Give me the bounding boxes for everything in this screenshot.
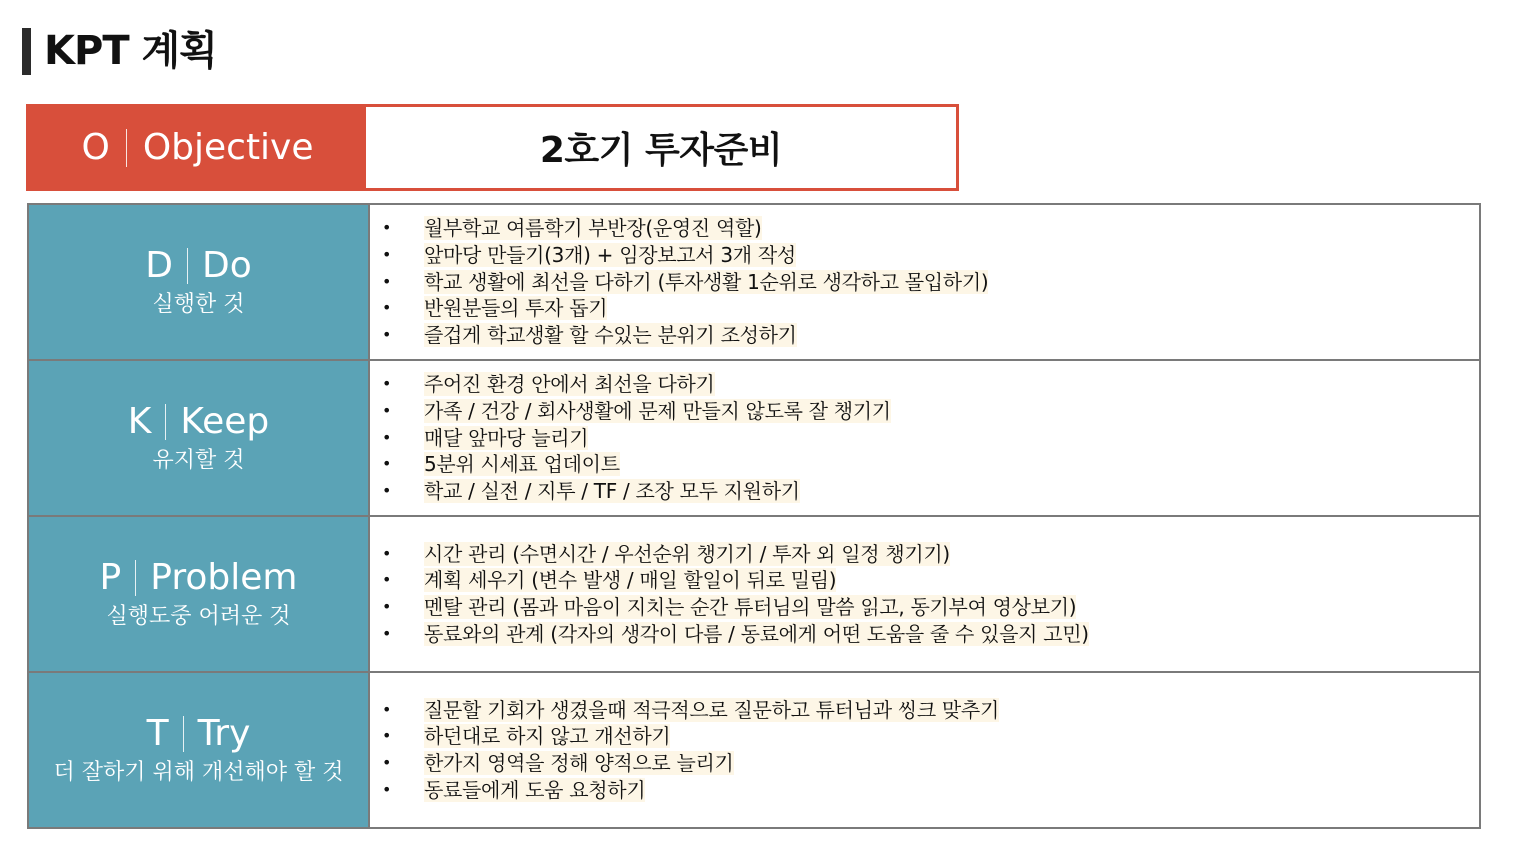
divider — [165, 404, 166, 440]
row-do — [29, 205, 1479, 361]
list-item: • 5분위 시세표 업데이트 — [382, 451, 891, 478]
title-accent-bar — [22, 28, 31, 75]
list-item: • 주어진 환경 안에서 최선을 다하기 — [382, 371, 891, 398]
objective-label — [29, 107, 366, 188]
row-subtitle: 실행도중 어려운 것 — [106, 604, 291, 629]
row-subtitle: 유지할 것 — [152, 448, 245, 473]
bullet-list — [370, 215, 988, 349]
kpt-table — [27, 203, 1481, 829]
row-label-try — [29, 673, 370, 827]
list-item: • 학교 / 실전 / 지투 / TF / 조장 모두 지원하기 — [382, 478, 891, 505]
row-letter: D — [145, 245, 173, 286]
list-item: • 즐겁게 학교생활 할 수있는 분위기 조성하기 — [382, 322, 988, 349]
divider — [187, 248, 188, 284]
row-heading — [100, 556, 298, 600]
row-subtitle: 실행한 것 — [152, 292, 245, 317]
row-name: Keep — [180, 401, 270, 442]
divider — [126, 129, 127, 167]
list-item: • 학교 생활에 최선을 다하기 (투자생활 1순위로 생각하고 몰입하기) — [382, 269, 988, 296]
list-item: • 시간 관리 (수면시간 / 우선순위 챙기기 / 투자 외 일정 챙기기) — [382, 541, 1089, 568]
row-label-problem — [29, 517, 370, 671]
row-heading — [147, 712, 251, 756]
list-item: • 계획 세우기 (변수 발생 / 매일 할일이 뒤로 밀림) — [382, 567, 1089, 594]
objective-box — [26, 104, 959, 191]
row-label-do — [29, 205, 370, 359]
row-content-try — [370, 673, 1479, 827]
objective-name: Objective — [142, 127, 314, 168]
list-item: • 가족 / 건강 / 회사생활에 문제 만들지 않도록 잘 챙기기 — [382, 398, 891, 425]
row-letter: P — [99, 557, 122, 598]
row-content-do — [370, 205, 1479, 359]
page-title: KPT 계획 — [44, 28, 217, 74]
objective-value: 2호기 투자준비 — [539, 130, 783, 171]
row-name: Problem — [150, 557, 298, 598]
row-name: Do — [201, 245, 252, 286]
bullet-list — [370, 541, 1089, 648]
list-item: • 하던대로 하지 않고 개선하기 — [382, 723, 999, 750]
list-item: • 동료와의 관계 (각자의 생각이 다름 / 동료에게 어떤 도움을 줄 수 있을지 고민) — [382, 621, 1089, 648]
bullet-list — [370, 697, 999, 804]
row-label-keep — [29, 361, 370, 515]
row-content-keep — [370, 361, 1479, 515]
row-try — [29, 673, 1479, 827]
divider — [183, 716, 184, 752]
row-letter: T — [146, 713, 169, 754]
list-item: • 반원분들의 투자 돕기 — [382, 295, 988, 322]
list-item: • 멘탈 관리 (몸과 마음이 지치는 순간 튜터님의 말씀 읽고, 동기부여 영상보기) — [382, 594, 1089, 621]
row-problem — [29, 517, 1479, 673]
bullet-list — [370, 371, 891, 505]
list-item: • 한가지 영역을 정해 양적으로 늘리기 — [382, 750, 999, 777]
row-letter: K — [127, 401, 152, 442]
row-keep — [29, 361, 1479, 517]
row-heading — [145, 244, 251, 288]
list-item: • 월부학교 여름학기 부반장(운영진 역할) — [382, 215, 988, 242]
objective-letter: O — [81, 127, 110, 168]
list-item: • 동료들에게 도움 요청하기 — [382, 777, 999, 804]
list-item: • 질문할 기회가 생겼을때 적극적으로 질문하고 튜터님과 씽크 맞추기 — [382, 697, 999, 724]
list-item: • 매달 앞마당 늘리기 — [382, 425, 891, 452]
divider — [135, 560, 136, 596]
row-content-problem — [370, 517, 1479, 671]
row-name: Try — [197, 713, 251, 754]
row-subtitle: 더 잘하기 위해 개선해야 할 것 — [53, 760, 344, 785]
row-heading — [128, 400, 270, 444]
list-item: • 앞마당 만들기(3개) + 임장보고서 3개 작성 — [382, 242, 988, 269]
